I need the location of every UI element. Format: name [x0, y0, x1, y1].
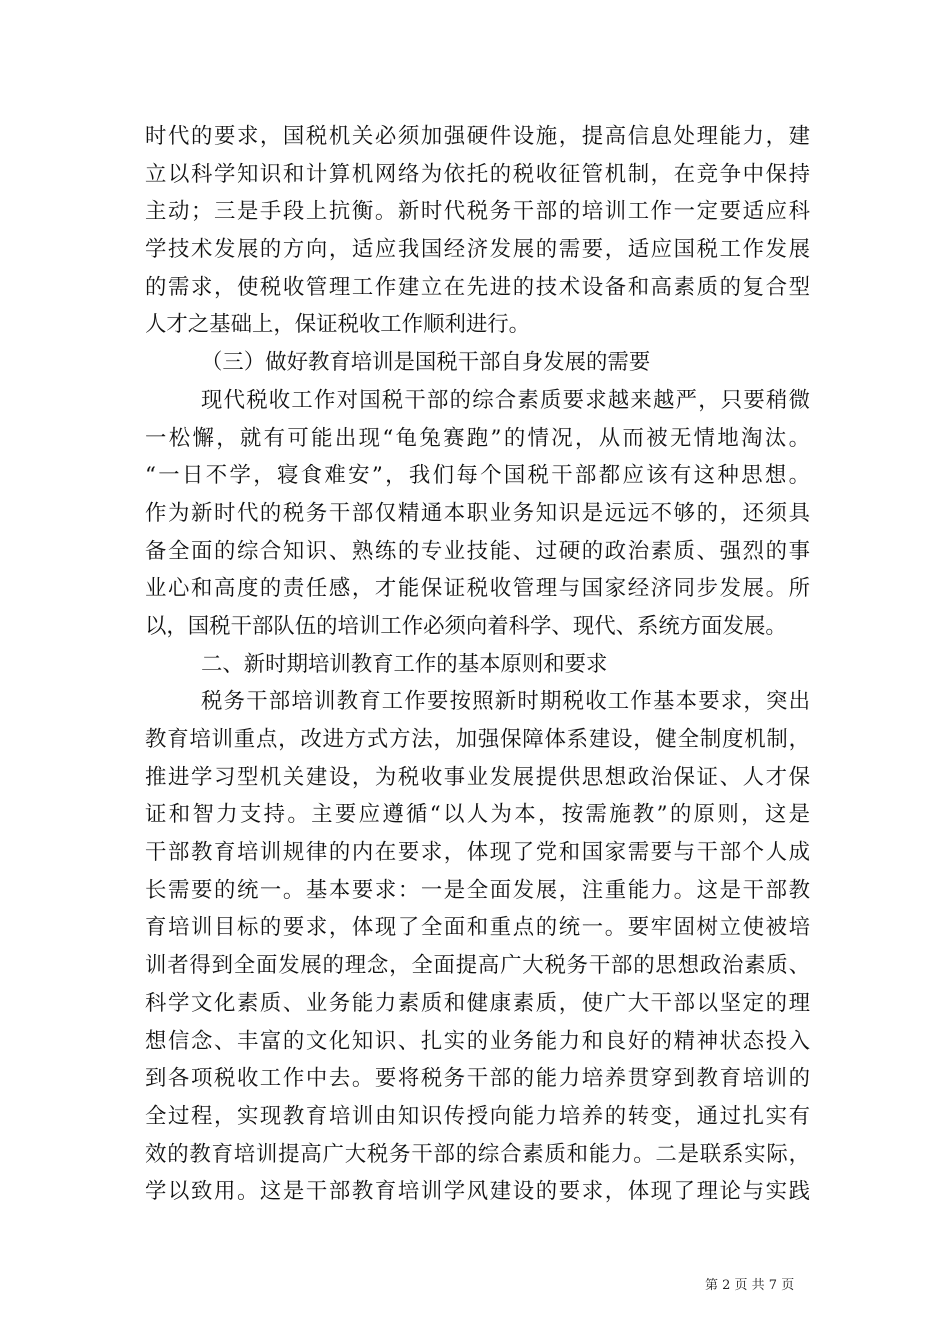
section-heading: （三）做好教育培训是国税干部自身发展的需要 [201, 350, 651, 376]
text-line: 时代的要求，国税机关必须加强硬件设施，提高信息处理能力，建 [145, 124, 810, 149]
text-line: 推进学习型机关建设，为税收事业发展提供思想政治保证、人才保 [145, 764, 810, 790]
text-line: 训者得到全面发展的理念，全面提高广大税务干部的思想政治素质、 [145, 953, 810, 979]
page-number-footer: 第 2 页 共 7 页 [705, 1278, 795, 1293]
text-line: 以，国税干部队伍的培训工作必须向着科学、现代、系统方面发展。 [145, 613, 787, 639]
document-body [145, 118, 810, 1211]
text-line: 学技术发展的方向，适应我国经济发展的需要，适应国税工作发展 [145, 237, 810, 263]
text-line: 作为新时代的税务干部仅精通本职业务知识是远远不够的，还须具 [145, 500, 810, 526]
text-line: 业心和高度的责任感，才能保证税收管理与国家经济同步发展。所 [145, 576, 810, 602]
text-line: 育培训目标的要求，体现了全面和重点的统一。要牢固树立使被培 [145, 915, 810, 941]
text-line: 的需求，使税收管理工作建立在先进的技术设备和高素质的复合型 [145, 274, 810, 300]
text-line: 人才之基础上，保证税收工作顺利进行。 [145, 312, 531, 338]
text-line: 科学文化素质、业务能力素质和健康素质，使广大干部以坚定的理 [145, 990, 810, 1016]
text-line: 全过程，实现教育培训由知识传授向能力培养的转变，通过扎实有 [145, 1103, 810, 1129]
text-line: 主动；三是手段上抗衡。新时代税务干部的培训工作一定要适应科 [145, 199, 810, 225]
section-heading: 二、新时期培训教育工作的基本原则和要求 [201, 651, 608, 677]
text-line: 教育培训重点，改进方式方法，加强保障体系建设，健全制度机制， [145, 727, 810, 752]
text-line: 证和智力支持。主要应遵循“以人为本，按需施教”的原则，这是 [145, 802, 810, 828]
text-line: 想信念、丰富的文化知识、扎实的业务能力和良好的精神状态投入 [145, 1028, 810, 1054]
text-line: “一日不学，寝食难安”，我们每个国税干部都应该有这种思想。 [145, 463, 810, 489]
text-line: 长需要的统一。基本要求：一是全面发展，注重能力。这是干部教 [145, 877, 810, 903]
paragraph-first-line: 现代税收工作对国税干部的综合素质要求越来越严，只要稍微 [201, 387, 810, 413]
text-line: 干部教育培训规律的内在要求，体现了党和国家需要与干部个人成 [145, 840, 810, 866]
text-line: 学以致用。这是干部教育培训学风建设的要求，体现了理论与实践 [145, 1179, 810, 1205]
text-line: 备全面的综合知识、熟练的专业技能、过硬的政治素质、强烈的事 [145, 538, 810, 564]
text-line: 立以科学知识和计算机网络为依托的税收征管机制，在竞争中保持 [145, 161, 810, 187]
paragraph-first-line: 税务干部培训教育工作要按照新时期税收工作基本要求，突出 [201, 689, 810, 715]
text-line: 到各项税收工作中去。要将税务干部的能力培养贯穿到教育培训的 [145, 1066, 810, 1092]
text-line: 一松懈，就有可能出现“龟兔赛跑”的情况，从而被无情地淘汰。 [145, 425, 810, 451]
text-line: 效的教育培训提高广大税务干部的综合素质和能力。二是联系实际， [145, 1141, 810, 1167]
